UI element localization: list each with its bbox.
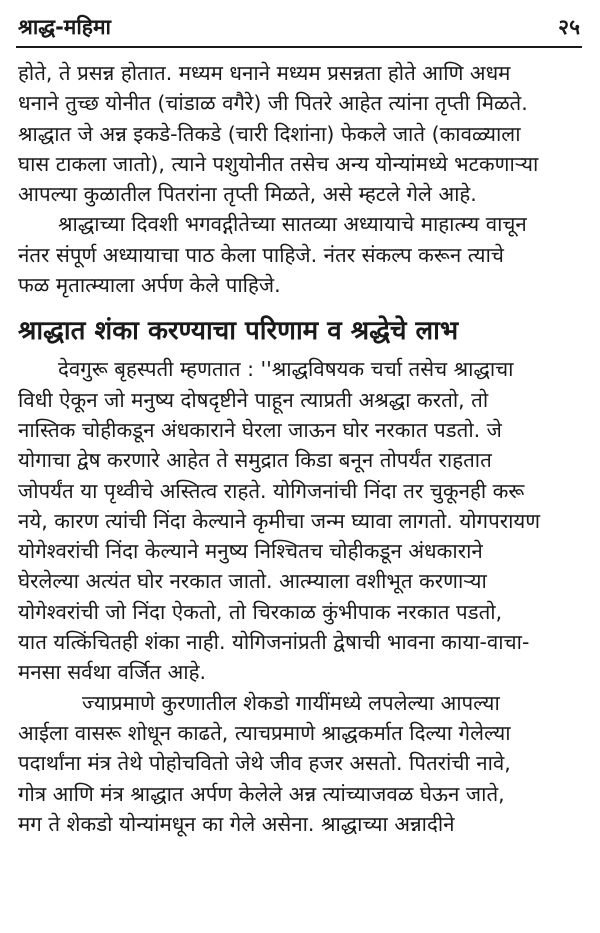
paragraph [18, 354, 582, 687]
text-line: पदार्थांना मंत्र तेथे पोहोचवितो जेथे जीव हजर असतो. पितरांची नावे, [18, 751, 511, 776]
paragraph [18, 688, 582, 839]
text-line: घेरलेल्या अत्यंत घोर नरकात जातो. आत्म्याला वशीभूत करणाऱ्या [18, 569, 487, 594]
text-line: नये, कारण त्यांची निंदा केल्याने कृमीचा जन्म घ्यावा लागतो. योगपरायण [18, 508, 541, 533]
text-line: नास्तिक चोहीकडून अंधकाराने घेरला जाऊन घोर नरकात पडतो. जे [18, 417, 502, 442]
text-line: धनाने तुच्छ योनीत (चांडाळ वगैरे) जी पितरे आहेत त्यांना तृप्ती मिळते. [18, 91, 528, 116]
text-line: ज्याप्रमाणे कुरणातील शेकडो गायींमध्ये लपलेल्या आपल्या [82, 690, 500, 715]
paragraph [18, 209, 582, 300]
text-line: यात यत्किंचितही शंका नाही. योगिजनांप्रती द्वेषाची भावना काया-वाचा- [18, 630, 530, 655]
running-head: श्राद्ध-महिमा [18, 15, 111, 39]
text-line: जोपर्यंत या पृथ्वीचे अस्तित्व राहते. योगिजनांची निंदा तर चुकूनही करू [18, 478, 525, 503]
paragraph [18, 58, 582, 209]
text-line: गोत्र आणि मंत्र श्राद्धात अर्पण केलेले अन्न त्यांच्याजवळ घेऊन जाते, [18, 781, 505, 806]
text-line: आपल्या कुळातील पितरांना तृप्ती मिळते, असे म्हटले गेले आहे. [18, 182, 477, 207]
section-heading: श्राद्धात शंका करण्याचा परिणाम व श्रद्धेचे लाभ [18, 316, 459, 347]
text-line: श्राद्धाच्या दिवशी भगवद्गीतेच्या सातव्या अध्यायाचे माहात्म्य वाचून [58, 212, 527, 237]
text-line: मग ते शेकडो योन्यांमधून का गेले असेना. श्राद्धाच्या अन्नादीने [18, 811, 455, 836]
text-line: घास टाकला जातो), त्याने पशुयोनीत तसेच अन्य योन्यांमध्ये भटकणाऱ्या [18, 151, 539, 176]
text-line: फळ मृतात्म्याला अर्पण केले पाहिजे. [18, 273, 281, 298]
text-line: आईला वासरू शोधून काढते, त्याचप्रमाणे श्राद्धकर्मात दिल्या गेलेल्या [18, 720, 511, 745]
text-line: श्राद्धात जे अन्न इकडे-तिकडे (चारी दिशांना) फेकले जाते (कावळ्याला [18, 121, 521, 146]
text-line: योगाचा द्वेष करणारे आहेत ते समुद्रात किडा बनून तोपर्यंत राहतात [18, 448, 492, 473]
text-line: योगेश्वरांची निंदा केल्याने मनुष्य निश्चितच चोहीकडून अंधकाराने [18, 539, 483, 564]
text-line: नंतर संपूर्ण अध्यायाचा पाठ केला पाहिजे. नंतर संकल्प करून त्याचे [18, 242, 504, 267]
text-line: देवगुरू बृहस्पती म्हणतात : ''श्राद्धविषयक चर्चा तसेच श्राद्धाचा [58, 357, 514, 382]
text-line: विधी ऐकून जो मनुष्य दोषदृष्टीने पाहून त्याप्रती अश्रद्धा करतो, तो [18, 387, 489, 412]
text-line: होते, ते प्रसन्न होतात. मध्यम धनाने मध्यम प्रसन्नता होते आणि अधम [18, 61, 511, 85]
body-text [18, 58, 582, 839]
page-number: २५ [558, 15, 580, 39]
header-rule [16, 46, 582, 48]
text-line: मनसा सर्वथा वर्जित आहे. [18, 660, 206, 685]
page-header [16, 10, 582, 46]
text-line: योगेश्वरांची जो निंदा ऐकतो, तो चिरकाळ कुंभीपाक नरकात पडतो, [18, 599, 503, 624]
